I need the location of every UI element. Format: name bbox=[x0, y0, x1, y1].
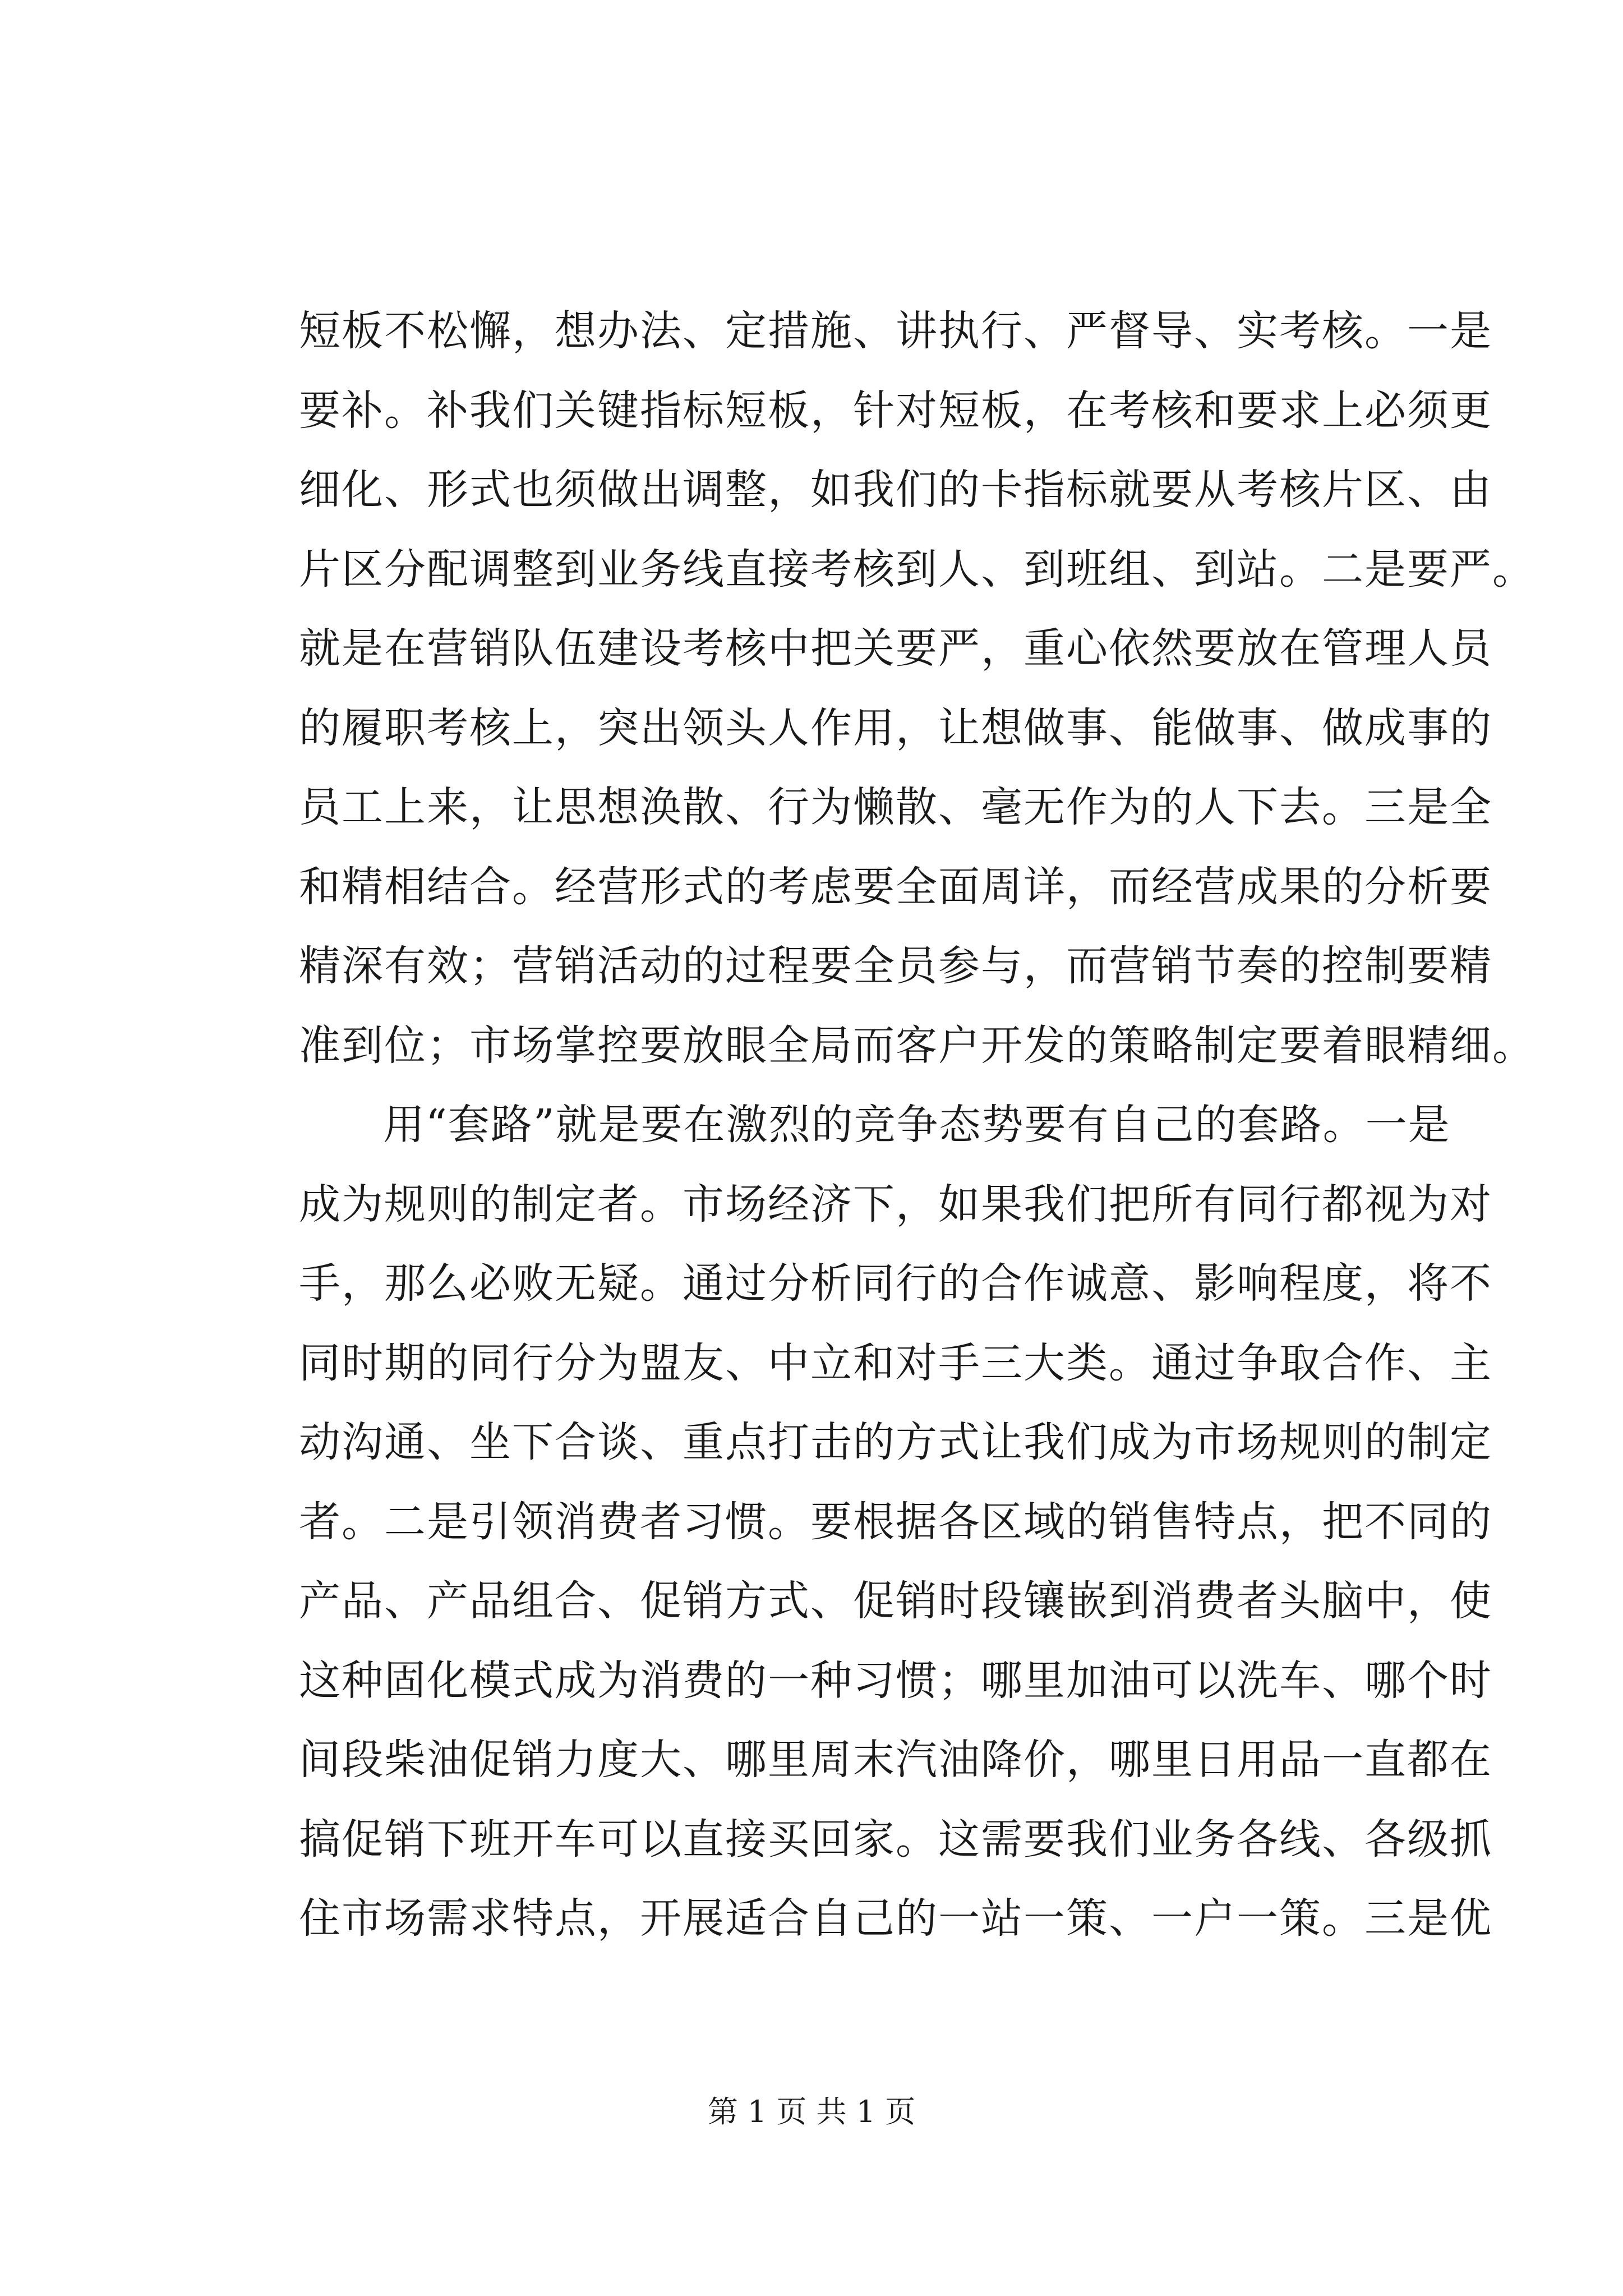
text-line: 手，那么必败无疑。通过分析同行的合作诚意、影响程度，将不 bbox=[299, 1259, 1492, 1308]
text-line: 者。二是引领消费者习惯。要根据各区域的销售特点，把不同的 bbox=[299, 1497, 1492, 1546]
text-line: 精深有效；营销活动的过程要全员参与，而营销节奏的控制要精 bbox=[299, 942, 1492, 990]
page-footer: 第 1 页 共 1 页 bbox=[707, 2094, 916, 2129]
text-line: 同时期的同行分为盟友、中立和对手三大类。通过争取合作、主 bbox=[299, 1338, 1492, 1387]
text-line-indented: 用“套路”就是要在激烈的竞争态势要有自己的套路。一是 bbox=[383, 1101, 1451, 1149]
text-line: 间段柴油促销力度大、哪里周末汽油降价，哪里日用品一直都在 bbox=[299, 1736, 1492, 1784]
text-line: 搞促销下班开车可以直接买回家。这需要我们业务各线、各级抓 bbox=[299, 1815, 1492, 1864]
text-line: 片区分配调整到业务线直接考核到人、到班组、到站。二是要严。 bbox=[299, 545, 1535, 593]
text-line: 这种固化模式成为消费的一种习惯；哪里加油可以洗车、哪个时 bbox=[299, 1656, 1492, 1705]
text-line: 员工上来，让思想涣散、行为懒散、毫无作为的人下去。三是全 bbox=[299, 783, 1492, 831]
text-line: 住市场需求特点，开展适合自己的一站一策、一户一策。三是优 bbox=[299, 1894, 1492, 1943]
text-line: 和精相结合。经营形式的考虑要全面周详，而经营成果的分析要 bbox=[299, 862, 1492, 911]
text-line: 就是在营销队伍建设考核中把关要严，重心依然要放在管理人员 bbox=[299, 624, 1492, 673]
text-line: 产品、产品组合、促销方式、促销时段镶嵌到消费者头脑中，使 bbox=[299, 1577, 1492, 1625]
text-line: 细化、形式也须做出调整，如我们的卡指标就要从考核片区、由 bbox=[299, 466, 1492, 514]
text-line: 短板不松懈，想办法、定措施、讲执行、严督导、实考核。一是 bbox=[299, 307, 1492, 355]
text-line: 动沟通、坐下合谈、重点打击的方式让我们成为市场规则的制定 bbox=[299, 1418, 1492, 1466]
text-line: 准到位；市场掌控要放眼全局而客户开发的策略制定要着眼精细。 bbox=[299, 1021, 1535, 1070]
text-line: 要补。补我们关键指标短板，针对短板，在考核和要求上必须更 bbox=[299, 386, 1492, 435]
text-line: 的履职考核上，突出领头人作用，让想做事、能做事、做成事的 bbox=[299, 703, 1492, 752]
text-line: 成为规则的制定者。市场经济下，如果我们把所有同行都视为对 bbox=[299, 1180, 1492, 1228]
body-text bbox=[299, 292, 1535, 1959]
